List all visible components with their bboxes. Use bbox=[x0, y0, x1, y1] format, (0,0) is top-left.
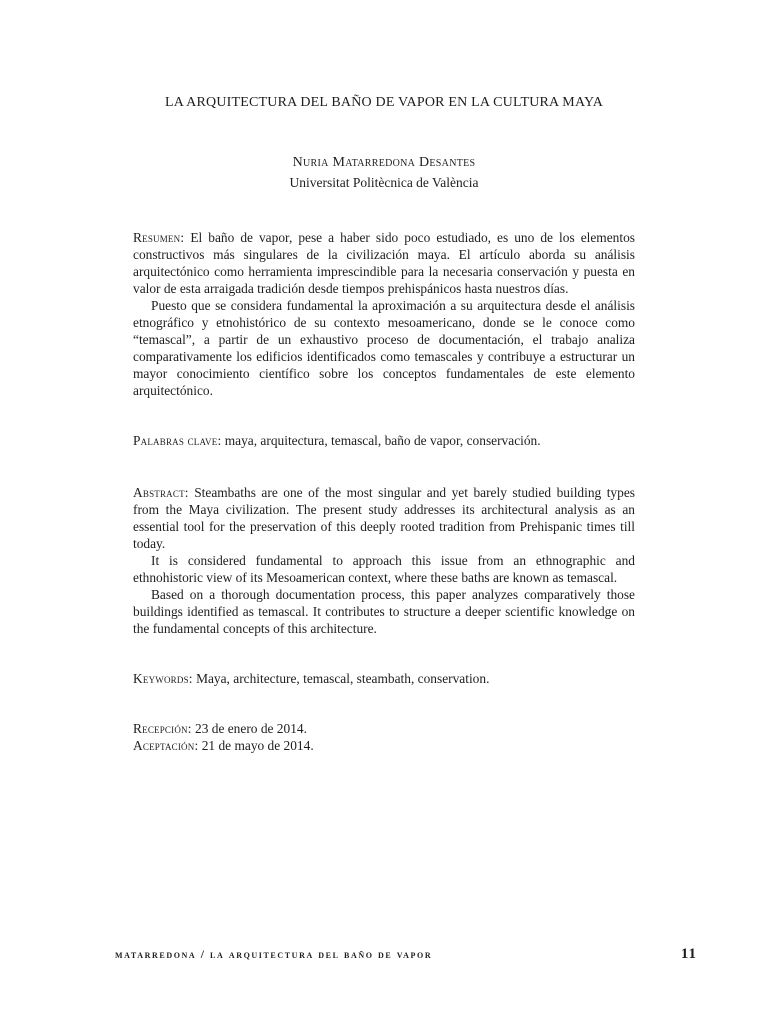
abstract-en-paragraph-3: Based on a thorough documentation process, this paper analyzes comparatively those buildings identified as temascal. It contributes to structure a deeper scientific knowledge on the fundamental concepts of this architecture. bbox=[133, 587, 635, 636]
author-name: Nuria Matarredona Desantes bbox=[292, 155, 476, 170]
abstract-english bbox=[133, 484, 635, 637]
abstract-es-label: Resumen: bbox=[133, 230, 185, 245]
keywords-en-label: Keywords: bbox=[133, 671, 193, 686]
received-date-line bbox=[133, 720, 635, 737]
accepted-label: Aceptación: bbox=[133, 738, 199, 753]
author-affiliation: Universitat Politècnica de València bbox=[289, 175, 479, 190]
submission-dates bbox=[133, 720, 635, 754]
keywords-es-label: Palabras clave: bbox=[133, 433, 222, 448]
article-title: LA ARQUITECTURA DEL BAÑO DE VAPOR EN LA CULTURA MAYA bbox=[164, 95, 604, 110]
abstract-en-paragraph-2: It is considered fundamental to approach this issue from an ethnographic and ethnohistoric view of its Mesoamerican context, where these baths are known as temascal. bbox=[133, 553, 635, 585]
keywords-english bbox=[133, 670, 635, 687]
abstract-en-text-1: Steambaths are one of the most singular and yet barely studied building types from the Maya civilization. The present study addresses its architectural analysis as an essential tool for the preservation of this deeply rooted tradition from Prehispanic times till today. bbox=[133, 485, 635, 551]
accepted-date: 21 de mayo de 2014. bbox=[201, 738, 314, 753]
keywords-es-text: maya, arquitectura, temascal, baño de vapor, conservación. bbox=[224, 433, 541, 448]
abstract-spanish bbox=[133, 229, 635, 399]
page-footer bbox=[115, 946, 697, 966]
received-label: Recepción: bbox=[133, 721, 192, 736]
accepted-date-line bbox=[133, 737, 635, 754]
running-head: matarredona / la arquitectura del baño de vapor bbox=[115, 949, 433, 961]
keywords-en-text: Maya, architecture, temascal, steambath, conservation. bbox=[196, 671, 490, 686]
keywords-spanish bbox=[133, 432, 635, 449]
received-date: 23 de enero de 2014. bbox=[195, 721, 307, 736]
abstract-en-paragraph-1 bbox=[133, 484, 635, 552]
abstract-en-label: Abstract: bbox=[133, 485, 189, 500]
abstract-es-paragraph-2: Puesto que se considera fundamental la aproximación a su arquitectura desde el análisis etnográfico y etnohistórico de su contexto mesoamericano, donde se le conoce como “temascal”, a partir de un exhaustivo proceso de documentación, el trabajo analiza comparativamente los edificios identificados como temascales y contribuye a estructurar un mayor conocimiento científico sobre los conceptos fundamentales de este elemento arquitectónico. bbox=[133, 298, 635, 398]
abstract-es-paragraph-1 bbox=[133, 229, 635, 297]
page-number: 11 bbox=[680, 946, 697, 962]
abstract-es-text-1: El baño de vapor, pese a haber sido poco estudiado, es uno de los elementos constructivos más singulares de la civilización maya. El artículo aborda su análisis arquitectónico como herramienta imprescindible para la necesaria conservación y puesta en valor de esta arraigada tradición desde tiempos prehispánicos hasta nuestros días. bbox=[133, 230, 635, 296]
